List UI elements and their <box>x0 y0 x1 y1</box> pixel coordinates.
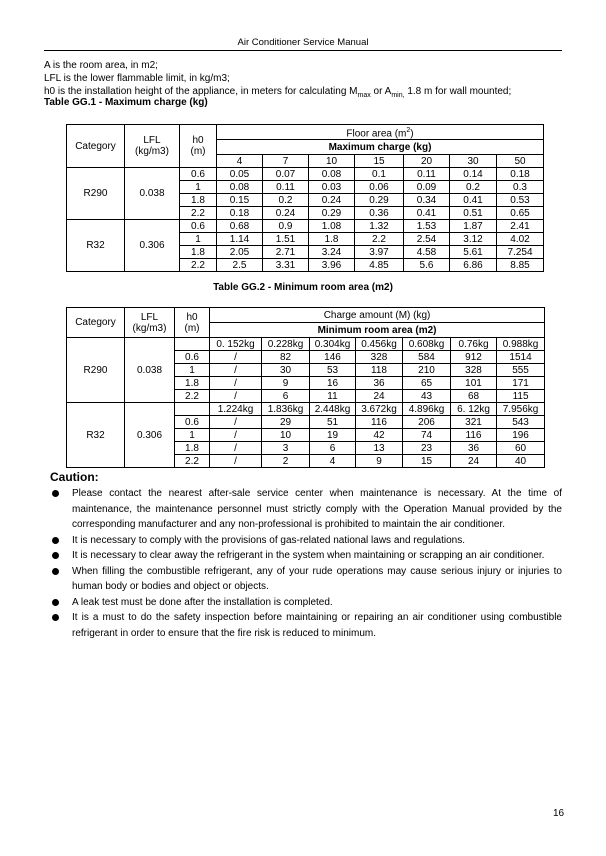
table2-header-category: Category <box>67 308 125 338</box>
table1-value-cell: 1.87 <box>450 220 497 233</box>
table2-charge-header: 3.672kg <box>356 403 403 416</box>
table1-value-cell: 0.2 <box>450 181 497 194</box>
table1-value-cell: 0.9 <box>263 220 309 233</box>
table2-value-cell: 210 <box>403 364 451 377</box>
definition-h0-text: h0 is the installation height of the appliance, in meters for calculating M <box>44 86 358 97</box>
table1-value-cell: 2.2 <box>355 233 404 246</box>
table2-value-cell: 9 <box>356 455 403 468</box>
caution-title: Caution: <box>50 470 99 484</box>
table1-lfl-cell: 0.038 <box>125 168 180 220</box>
table2-value-cell: 9 <box>262 377 310 390</box>
table1-value-cell: 3.12 <box>450 233 497 246</box>
bullet-icon <box>52 552 59 559</box>
table2-charge-header: 0.304kg <box>310 338 356 351</box>
table1-value-cell: 2.05 <box>217 246 263 259</box>
table1-value-cell: 3.24 <box>309 246 355 259</box>
table1-area-header: 20 <box>404 155 450 168</box>
table1-value-cell: 0.68 <box>217 220 263 233</box>
table2-h0-blank <box>175 403 210 416</box>
max-charge-table <box>66 124 544 272</box>
bullet-icon <box>52 614 59 621</box>
table2-value-cell: 30 <box>262 364 310 377</box>
table2-value-cell: 118 <box>356 364 403 377</box>
table1-value-cell: 0.18 <box>217 207 263 220</box>
table2-h0-cell: 1 <box>175 364 210 377</box>
caution-item <box>52 564 562 595</box>
caution-item <box>52 486 562 533</box>
table-row <box>67 338 545 351</box>
bullet-icon <box>52 599 59 606</box>
table1-value-cell: 0.06 <box>355 181 404 194</box>
table2-value-cell: 82 <box>262 351 310 364</box>
table1-h0-cell: 1.8 <box>180 194 217 207</box>
table2-value-cell: 36 <box>356 377 403 390</box>
caution-item-text: Please contact the nearest after-sale service center when maintenance is necessary. At the time of maintenance, the maintenance personnel must strictly comply with the Operation Manual provided by the corresponding manufacturer and any non-professional is prohibited to maintain the air conditioner. <box>72 488 562 530</box>
table2-value-cell: 328 <box>451 364 497 377</box>
table1-value-cell: 3.31 <box>263 259 309 272</box>
table2-value-cell: 15 <box>403 455 451 468</box>
table1-h0-cell: 2.2 <box>180 207 217 220</box>
caution-item-text: When filling the combustible refrigerant, any of your rude operations may cause serious injury or injuries to human body or bodies and object or objects. <box>72 565 562 592</box>
table2-header-min-room-area: Minimum room area (m2) <box>210 323 545 338</box>
table1-value-cell: 0.2 <box>263 194 309 207</box>
table2-value-cell: / <box>210 416 262 429</box>
table1-h0-cell: 1 <box>180 181 217 194</box>
floor-area-close: ) <box>410 128 414 140</box>
table1-header-lfl: LFL (kg/m3) <box>125 125 180 168</box>
table2-value-cell: / <box>210 390 262 403</box>
table1-value-cell: 1.08 <box>309 220 355 233</box>
bullet-icon <box>52 537 59 544</box>
table2-charge-header: 0.608kg <box>403 338 451 351</box>
table2-value-cell: 19 <box>310 429 356 442</box>
table2-value-cell: 60 <box>497 442 545 455</box>
table1-value-cell: 0.3 <box>497 181 544 194</box>
caution-list <box>52 486 562 641</box>
table2-charge-header: 0.76kg <box>451 338 497 351</box>
table1-area-header: 7 <box>263 155 309 168</box>
table1-value-cell: 0.65 <box>497 207 544 220</box>
table2-charge-header: 7.956kg <box>497 403 545 416</box>
table-row <box>67 220 544 233</box>
definition-lfl: LFL is the lower flammable limit, in kg/m3; <box>44 73 230 84</box>
table2-value-cell: 206 <box>403 416 451 429</box>
table2-value-cell: 36 <box>451 442 497 455</box>
table2-value-cell: 51 <box>310 416 356 429</box>
table2-value-cell: / <box>210 351 262 364</box>
table1-value-cell: 2.54 <box>404 233 450 246</box>
definition-h0-or: or A <box>370 86 392 97</box>
amin-subscript: min, <box>391 92 405 99</box>
table1-value-cell: 0.03 <box>309 181 355 194</box>
table2-value-cell: 321 <box>451 416 497 429</box>
table1-h0-cell: 0.6 <box>180 168 217 181</box>
table1-value-cell: 2.41 <box>497 220 544 233</box>
table2-value-cell: 543 <box>497 416 545 429</box>
table2-charge-header: 1.224kg <box>210 403 262 416</box>
table2-lfl-cell: 0.038 <box>125 338 175 403</box>
table2-value-cell: 146 <box>310 351 356 364</box>
table2-value-cell: 6 <box>262 390 310 403</box>
table2-value-cell: 115 <box>497 390 545 403</box>
table2-header-charge-amount: Charge amount (M) (kg) <box>210 308 545 323</box>
table1-h0-cell: 2.2 <box>180 259 217 272</box>
bullet-icon <box>52 568 59 575</box>
table1-area-header: 4 <box>217 155 263 168</box>
page-header-title: Air Conditioner Service Manual <box>237 37 369 48</box>
caution-item <box>52 595 562 611</box>
table1-area-header: 50 <box>497 155 544 168</box>
table2-value-cell: / <box>210 377 262 390</box>
table2-value-cell: 101 <box>451 377 497 390</box>
caution-item-text: It is necessary to clear away the refrigerant in the system when maintaining or scrapping an air conditioner. <box>72 550 545 561</box>
table1-value-cell: 5.61 <box>450 246 497 259</box>
page-number: 16 <box>553 808 565 819</box>
table2-value-cell: / <box>210 429 262 442</box>
table1-value-cell: 0.53 <box>497 194 544 207</box>
table2-category-cell: R32 <box>67 403 125 468</box>
table1-area-header: 10 <box>309 155 355 168</box>
table1-value-cell: 5.6 <box>404 259 450 272</box>
intro-definitions <box>44 59 574 102</box>
floor-area-label: Floor area (m <box>346 128 407 140</box>
table1-value-cell: 0.36 <box>355 207 404 220</box>
table1-value-cell: 0.14 <box>450 168 497 181</box>
table1-value-cell: 0.24 <box>263 207 309 220</box>
table1-value-cell: 4.58 <box>404 246 450 259</box>
table1-value-cell: 0.51 <box>450 207 497 220</box>
table2-value-cell: 10 <box>262 429 310 442</box>
table1-area-header: 30 <box>450 155 497 168</box>
mmax-subscript: max <box>357 92 371 99</box>
table1-value-cell: 1.53 <box>404 220 450 233</box>
caution-item-text: It is necessary to comply with the provisions of gas-related national laws and regulations. <box>72 534 465 546</box>
bullet-icon <box>52 490 59 497</box>
table1-header-category: Category <box>67 125 125 168</box>
definition-area: A is the room area, in m2; <box>44 60 158 71</box>
table2-value-cell: / <box>210 364 262 377</box>
table1-value-cell: 0.29 <box>309 207 355 220</box>
table1-header-floor-area <box>217 125 544 140</box>
table2-charge-header: 6. 12kg <box>451 403 497 416</box>
table2-value-cell: 171 <box>497 377 545 390</box>
table2-caption: Table GG.2 - Minimum room area (m2) <box>213 282 393 293</box>
table1-value-cell: 6.86 <box>450 259 497 272</box>
caution-item <box>52 610 562 641</box>
table1-value-cell: 0.29 <box>355 194 404 207</box>
table2-h0-cell: 1.8 <box>175 377 210 390</box>
table2-value-cell: / <box>210 442 262 455</box>
table1-header-max-charge: Maximum charge (kg) <box>217 140 544 155</box>
definition-h0-suffix: 1.8 m for wall mounted; <box>404 86 512 97</box>
table2-value-cell: 65 <box>403 377 451 390</box>
table1-lfl-cell: 0.306 <box>125 220 180 272</box>
table2-value-cell: 2 <box>262 455 310 468</box>
table1-value-cell: 4.85 <box>355 259 404 272</box>
table2-value-cell: 6 <box>310 442 356 455</box>
table1-header-h0: h0 (m) <box>180 125 217 168</box>
table2-value-cell: 16 <box>310 377 356 390</box>
min-room-area-table <box>66 307 545 468</box>
table2-charge-header: 0.456kg <box>356 338 403 351</box>
table2-value-cell: 24 <box>356 390 403 403</box>
table2-value-cell: 53 <box>310 364 356 377</box>
table2-value-cell: 43 <box>403 390 451 403</box>
table1-value-cell: 0.08 <box>217 181 263 194</box>
table2-h0-cell: 1 <box>175 429 210 442</box>
table1-value-cell: 0.41 <box>404 207 450 220</box>
table1-value-cell: 4.02 <box>497 233 544 246</box>
table2-h0-cell: 0.6 <box>175 416 210 429</box>
table1-value-cell: 0.18 <box>497 168 544 181</box>
table2-charge-header: 0.228kg <box>262 338 310 351</box>
table2-value-cell: 1514 <box>497 351 545 364</box>
table1-value-cell: 0.34 <box>404 194 450 207</box>
table2-h0-cell: 2.2 <box>175 390 210 403</box>
table2-charge-header: 4.896kg <box>403 403 451 416</box>
table1-h0-cell: 0.6 <box>180 220 217 233</box>
table2-value-cell: / <box>210 455 262 468</box>
table1-value-cell: 1.8 <box>309 233 355 246</box>
table2-header-h0: h0 (m) <box>175 308 210 338</box>
table2-charge-header: 2.448kg <box>310 403 356 416</box>
table1-value-cell: 3.97 <box>355 246 404 259</box>
table1-value-cell: 8.85 <box>497 259 544 272</box>
table1-value-cell: 0.41 <box>450 194 497 207</box>
table2-value-cell: 74 <box>403 429 451 442</box>
table1-h0-cell: 1 <box>180 233 217 246</box>
table2-h0-blank <box>175 338 210 351</box>
table1-value-cell: 0.1 <box>355 168 404 181</box>
table2-value-cell: 116 <box>356 416 403 429</box>
table1-value-cell: 2.5 <box>217 259 263 272</box>
table2-value-cell: 40 <box>497 455 545 468</box>
table2-value-cell: 116 <box>451 429 497 442</box>
table1-value-cell: 0.07 <box>263 168 309 181</box>
table2-value-cell: 29 <box>262 416 310 429</box>
table2-charge-header: 0.988kg <box>497 338 545 351</box>
table1-h0-cell: 1.8 <box>180 246 217 259</box>
table2-value-cell: 24 <box>451 455 497 468</box>
table2-lfl-cell: 0.306 <box>125 403 175 468</box>
table1-value-cell: 1.32 <box>355 220 404 233</box>
caution-item-text: It is a must to do the safety inspection before maintaining or repairing an air conditioner using combustible refrigerant in order to ensure that the fire risk is reduced to minimum. <box>72 612 562 639</box>
table1-value-cell: 3.96 <box>309 259 355 272</box>
header-rule <box>44 50 562 51</box>
table1-value-cell: 0.11 <box>263 181 309 194</box>
table1-value-cell: 0.15 <box>217 194 263 207</box>
table2-value-cell: 23 <box>403 442 451 455</box>
floor-area-superscript: 2 <box>406 127 411 134</box>
table1-value-cell: 2.71 <box>263 246 309 259</box>
table1-value-cell: 0.09 <box>404 181 450 194</box>
table2-value-cell: 555 <box>497 364 545 377</box>
table2-value-cell: 912 <box>451 351 497 364</box>
table2-value-cell: 584 <box>403 351 451 364</box>
table1-value-cell: 1.51 <box>263 233 309 246</box>
table1-value-cell: 1.14 <box>217 233 263 246</box>
table2-charge-header: 0. 152kg <box>210 338 262 351</box>
table2-value-cell: 42 <box>356 429 403 442</box>
table2-h0-cell: 0.6 <box>175 351 210 364</box>
table2-value-cell: 3 <box>262 442 310 455</box>
table2-value-cell: 13 <box>356 442 403 455</box>
table1-value-cell: 0.05 <box>217 168 263 181</box>
table2-charge-header: 1.836kg <box>262 403 310 416</box>
caution-item-text: A leak test must be done after the installation is completed. <box>72 596 333 608</box>
table2-value-cell: 68 <box>451 390 497 403</box>
table1-value-cell: 0.08 <box>309 168 355 181</box>
table1-category-cell: R32 <box>67 220 125 272</box>
table2-value-cell: 328 <box>356 351 403 364</box>
table-row <box>67 168 544 181</box>
table2-value-cell: 11 <box>310 390 356 403</box>
table1-value-cell: 0.24 <box>309 194 355 207</box>
table1-caption: Table GG.1 - Maximum charge (kg) <box>44 97 208 108</box>
caution-item <box>52 548 562 564</box>
table2-value-cell: 4 <box>310 455 356 468</box>
table1-area-header: 15 <box>355 155 404 168</box>
table2-h0-cell: 2.2 <box>175 455 210 468</box>
table2-category-cell: R290 <box>67 338 125 403</box>
table1-value-cell: 7.254 <box>497 246 544 259</box>
table1-category-cell: R290 <box>67 168 125 220</box>
table1-value-cell: 0.11 <box>404 168 450 181</box>
table2-header-lfl: LFL (kg/m3) <box>125 308 175 338</box>
table2-h0-cell: 1.8 <box>175 442 210 455</box>
caution-item <box>52 533 562 549</box>
table-row <box>67 403 545 416</box>
table2-value-cell: 196 <box>497 429 545 442</box>
